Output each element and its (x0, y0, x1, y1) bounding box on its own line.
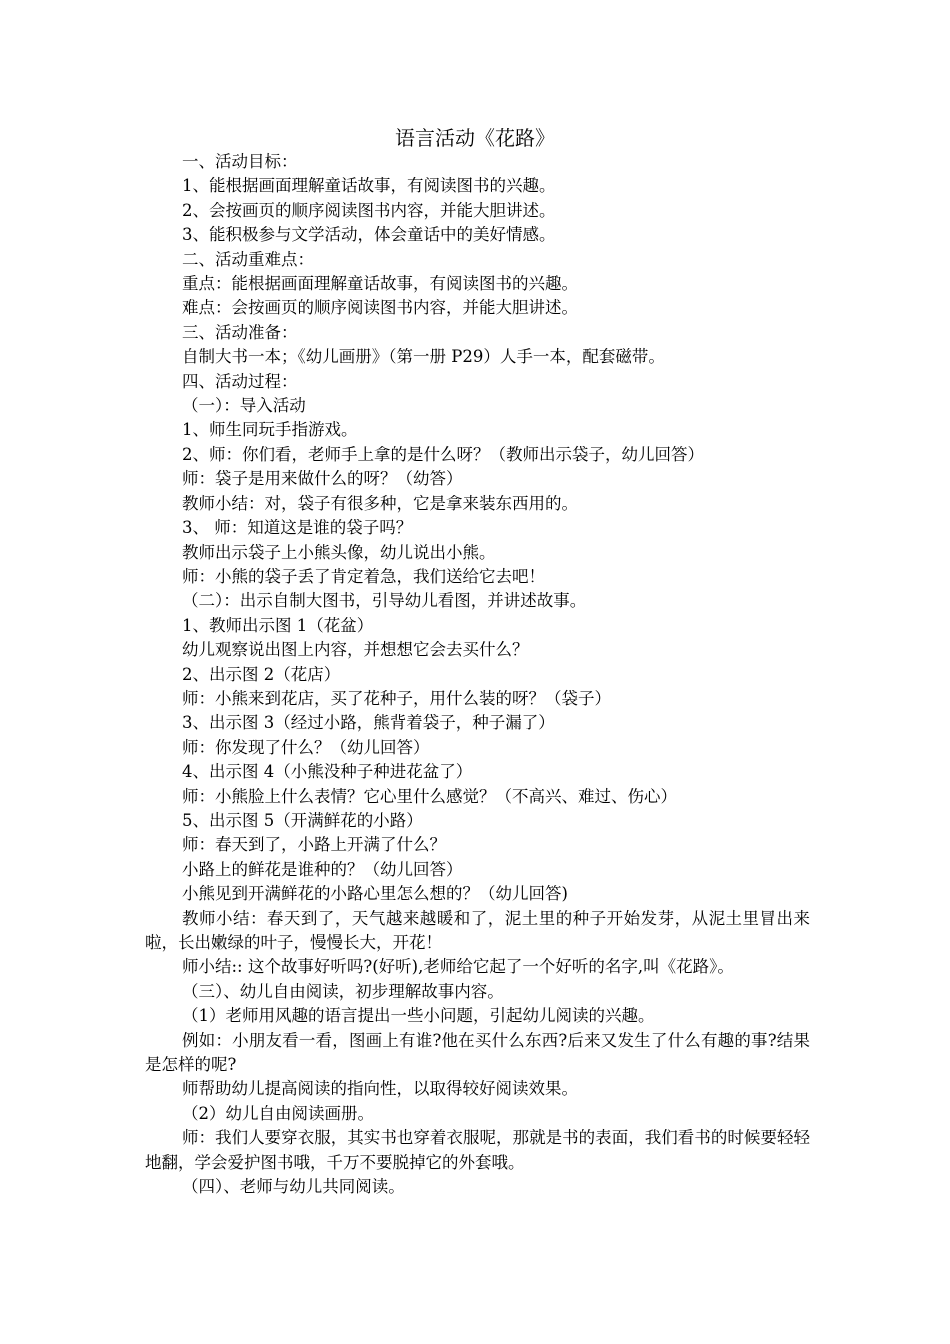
section-heading-key-points: 二、活动重难点： (182, 249, 314, 269)
story-name-line: 师小结:: 这个故事好听吗?(好听),老师给它起了一个好听的名字,叫《花路》。 (182, 957, 734, 977)
process-line: 师：春天到了，小路上开满了什么？ (182, 835, 446, 855)
section-heading-preparation: 三、活动准备： (182, 322, 298, 342)
process-line: 4、出示图 4（小熊没种子种进花盆了） (182, 762, 473, 782)
example-paragraph: 例如：小朋友看一看，图画上有谁?他在买什么东西?后来又发生了什么有趣的事?结果是怎样的呢? (145, 1030, 810, 1075)
process-line: 教师小结：对，袋子有很多种，它是拿来装东西用的。 (182, 493, 578, 513)
process-line: 3、出示图 3（经过小路，熊背着袋子，种子漏了） (182, 713, 555, 733)
process-line: 1、教师出示图 1（花盆） (182, 615, 374, 635)
process-line: 5、出示图 5（开满鲜花的小路） (182, 810, 423, 830)
process-line: 2、出示图 2（花店） (182, 664, 341, 684)
teacher-summary-paragraph: 教师小结：春天到了，天气越来越暖和了，泥土里的种子开始发芽，从泥土里冒出来啦，长出嫩绿的叶子，慢慢长大，开花！ (145, 908, 810, 952)
book-cover-paragraph: 师：我们人要穿衣服，其实书也穿着衣服呢，那就是书的表面，我们看书的时候要轻轻地翻，学会爱护图书哦，千万不要脱掉它的外套哦。 (145, 1128, 810, 1172)
step-3-item-1: （1）老师用风趣的语言提出一些小问题，引起幼儿阅读的兴趣。 (182, 1006, 655, 1026)
goal-item-2: 2、会按画页的顺序阅读图书内容，并能大胆讲述。 (182, 200, 556, 220)
section-heading-process: 四、活动过程： (182, 371, 298, 391)
goal-item-3: 3、能积极参与文学活动，体会童话中的美好情感。 (182, 225, 556, 245)
step-heading-4: （四）、老师与幼儿共同阅读。 (182, 1177, 405, 1197)
step-heading-2: （二）：出示自制大图书，引导幼儿看图，并讲述故事。 (182, 591, 587, 611)
section-heading-goals: 一、活动目标： (182, 152, 298, 171)
process-line: 教师出示袋子上小熊头像，幼儿说出小熊。 (182, 542, 496, 562)
process-line: 师：小熊来到花店，买了花种子，用什么装的呀？（袋子） (182, 688, 611, 708)
step-heading-1: （一）：导入活动 (182, 396, 306, 416)
goal-item-1: 1、能根据画面理解童话故事，有阅读图书的兴趣。 (182, 176, 556, 196)
preparation-text: 自制大书一本；《幼儿画册》（第一册 P29）人手一本，配套磁带。 (182, 347, 665, 367)
process-line: 3、 师：知道这是谁的袋子吗？ (182, 518, 413, 538)
document-body (145, 150, 810, 1199)
process-line: 小路上的鲜花是谁种的？（幼儿回答） (182, 859, 463, 879)
process-line: 师：小熊的袋子丢了肯定着急，我们送给它去吧！ (182, 566, 545, 586)
process-line: 1、师生同玩手指游戏。 (182, 420, 358, 440)
document-title: 语言活动《花路》 (395, 126, 555, 150)
process-line: 师：袋子是用来做什么的呀？（幼答） (182, 469, 463, 489)
process-line: 幼儿观察说出图上内容，并想想它会去买什么？ (182, 640, 529, 660)
step-heading-3: （三）、幼儿自由阅读，初步理解故事内容。 (182, 981, 504, 1001)
step-3-item-2: （2）幼儿自由阅读画册。 (182, 1103, 374, 1123)
process-line: 2、师：你们看，老师手上拿的是什么呀？（教师出示袋子，幼儿回答） (182, 444, 704, 464)
process-line: 师：小熊脸上什么表情？它心里什么感觉？（不高兴、难过、伤心） (182, 786, 677, 806)
help-line: 师帮助幼儿提高阅读的指向性，以取得较好阅读效果。 (182, 1079, 578, 1099)
difficult-point: 难点：会按画页的顺序阅读图书内容，并能大胆讲述。 (182, 298, 578, 318)
process-line: 小熊见到开满鲜花的小路心里怎么想的？（幼儿回答) (182, 884, 568, 904)
key-point: 重点：能根据画面理解童话故事，有阅读图书的兴趣。 (182, 274, 578, 294)
process-line: 师：你发现了什么？（幼儿回答） (182, 737, 430, 757)
